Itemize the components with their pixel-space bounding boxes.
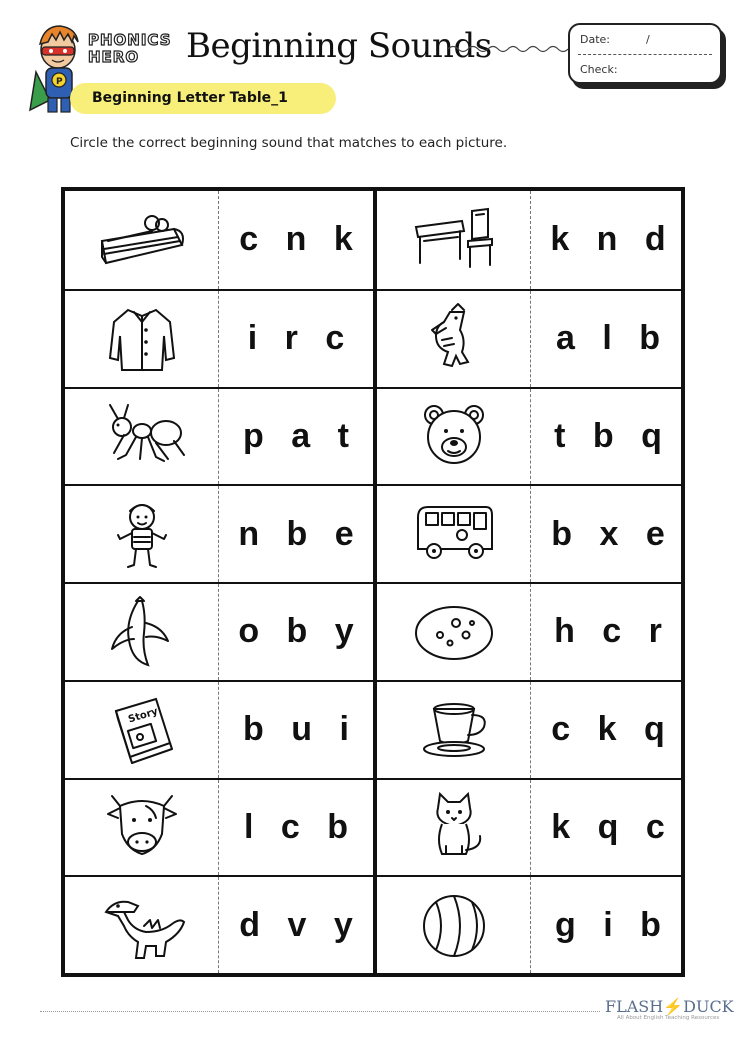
- picture-cell: [65, 291, 219, 387]
- letter-choices-cell: [531, 682, 685, 778]
- picture-cell: [65, 486, 219, 582]
- table-row: [377, 778, 681, 876]
- svg-text:P: P: [56, 77, 63, 87]
- letter-choices-cell: [531, 486, 685, 582]
- letter-choices-cell: [531, 780, 685, 876]
- pie-slice-icon: [94, 201, 190, 279]
- picture-cell: [65, 191, 219, 289]
- bear-icon: [406, 397, 502, 475]
- lightning-bolt-icon: ⚡: [663, 997, 684, 1016]
- flash-duck-logo: [605, 997, 734, 1016]
- footer-dotted-line: [40, 1011, 600, 1012]
- svg-text:Story: Story: [126, 705, 159, 726]
- date-slash: /: [646, 33, 650, 46]
- table-row: [377, 875, 681, 973]
- letter-choices[interactable]: b u i: [243, 710, 358, 749]
- letter-choices[interactable]: h c r: [554, 612, 671, 651]
- picture-cell: [65, 389, 219, 485]
- letter-choices-cell: [531, 191, 685, 289]
- letter-choices-cell: [219, 486, 373, 582]
- logo-line-2: HERO: [88, 48, 140, 66]
- letter-choices-cell: [219, 682, 373, 778]
- brand-left: FLASH: [605, 997, 664, 1016]
- letter-choices[interactable]: d v y: [239, 905, 362, 944]
- coat-icon: [94, 300, 190, 378]
- letter-choices-cell: [531, 291, 685, 387]
- table-row: [377, 582, 681, 680]
- logo-line-1: PHONICS: [88, 31, 172, 49]
- picture-cell: [377, 584, 531, 680]
- date-check-box: [568, 23, 722, 84]
- worksheet-subtitle: Beginning Letter Table_1: [92, 90, 288, 106]
- table-row: [65, 778, 373, 876]
- picture-cell: [377, 877, 531, 973]
- letter-choices[interactable]: o b y: [238, 612, 363, 651]
- picture-cell: [377, 191, 531, 289]
- table-right-column: [373, 191, 681, 973]
- letter-choices-cell: [219, 584, 373, 680]
- picture-cell: [65, 682, 219, 778]
- brand-tagline: All About English Teaching Resources: [617, 1015, 720, 1021]
- letter-choices[interactable]: k n d: [550, 220, 675, 259]
- bus-icon: [406, 495, 502, 573]
- desk-and-chair-icon: [406, 201, 502, 279]
- table-row: [65, 582, 373, 680]
- check-label: Check:: [580, 63, 618, 76]
- letter-choices-cell: [531, 877, 685, 973]
- squiggle-divider-icon: [448, 42, 568, 56]
- ball-icon: [406, 886, 502, 964]
- cat-icon: [406, 788, 502, 866]
- worksheet-header: [0, 0, 748, 130]
- picture-cell: [377, 486, 531, 582]
- dinosaur-icon: [94, 886, 190, 964]
- table-row: [377, 484, 681, 582]
- date-separator: [578, 54, 712, 55]
- letter-choices[interactable]: i r c: [247, 319, 354, 358]
- date-label: Date:: [580, 33, 610, 46]
- letter-choices[interactable]: c k q: [551, 710, 674, 749]
- cow-icon: [94, 788, 190, 866]
- letter-choices[interactable]: k q c: [551, 807, 674, 846]
- cookie-icon: [406, 593, 502, 671]
- letter-choices-cell: [531, 584, 685, 680]
- letter-choices-cell: [219, 291, 373, 387]
- table-row: [65, 680, 373, 778]
- table-row: [65, 875, 373, 973]
- picture-cell: [65, 877, 219, 973]
- letter-choices[interactable]: a l b: [555, 319, 670, 358]
- book-icon: [94, 691, 190, 769]
- letter-choices-cell: [531, 389, 685, 485]
- letter-choices[interactable]: g i b: [555, 905, 670, 944]
- letter-choices-cell: [219, 191, 373, 289]
- instructions-text: Circle the correct beginning sound that matches to each picture.: [70, 135, 508, 151]
- boy-icon: [94, 495, 190, 573]
- table-row: [377, 680, 681, 778]
- letter-choices[interactable]: b x e: [551, 514, 674, 553]
- letter-choices[interactable]: t b q: [554, 416, 671, 455]
- letter-choices-cell: [219, 780, 373, 876]
- picture-cell: [65, 584, 219, 680]
- worksheet-title: Beginning Sounds: [186, 26, 492, 66]
- picture-cell: [377, 682, 531, 778]
- table-left-column: [65, 191, 373, 973]
- table-row: [377, 289, 681, 387]
- phonics-hero-logo: [88, 32, 178, 70]
- cup-icon: [406, 691, 502, 769]
- picture-cell: [377, 780, 531, 876]
- table-row: [65, 191, 373, 289]
- letter-choices[interactable]: p a t: [243, 416, 358, 455]
- beginning-letter-table: [61, 187, 685, 977]
- banana-icon: [94, 593, 190, 671]
- table-row: [65, 289, 373, 387]
- picture-cell: [377, 291, 531, 387]
- table-row: [65, 387, 373, 485]
- letter-choices[interactable]: l c b: [243, 807, 358, 846]
- picture-cell: [65, 780, 219, 876]
- brand-right: DUCK: [683, 997, 734, 1016]
- table-row: [65, 484, 373, 582]
- letter-choices-cell: [219, 389, 373, 485]
- table-row: [377, 387, 681, 485]
- picture-cell: [377, 389, 531, 485]
- letter-choices[interactable]: c n k: [239, 220, 362, 259]
- alligator-icon: [406, 300, 502, 378]
- ant-icon: [94, 397, 190, 475]
- letter-choices-cell: [219, 877, 373, 973]
- letter-choices[interactable]: n b e: [238, 514, 363, 553]
- table-row: [377, 191, 681, 289]
